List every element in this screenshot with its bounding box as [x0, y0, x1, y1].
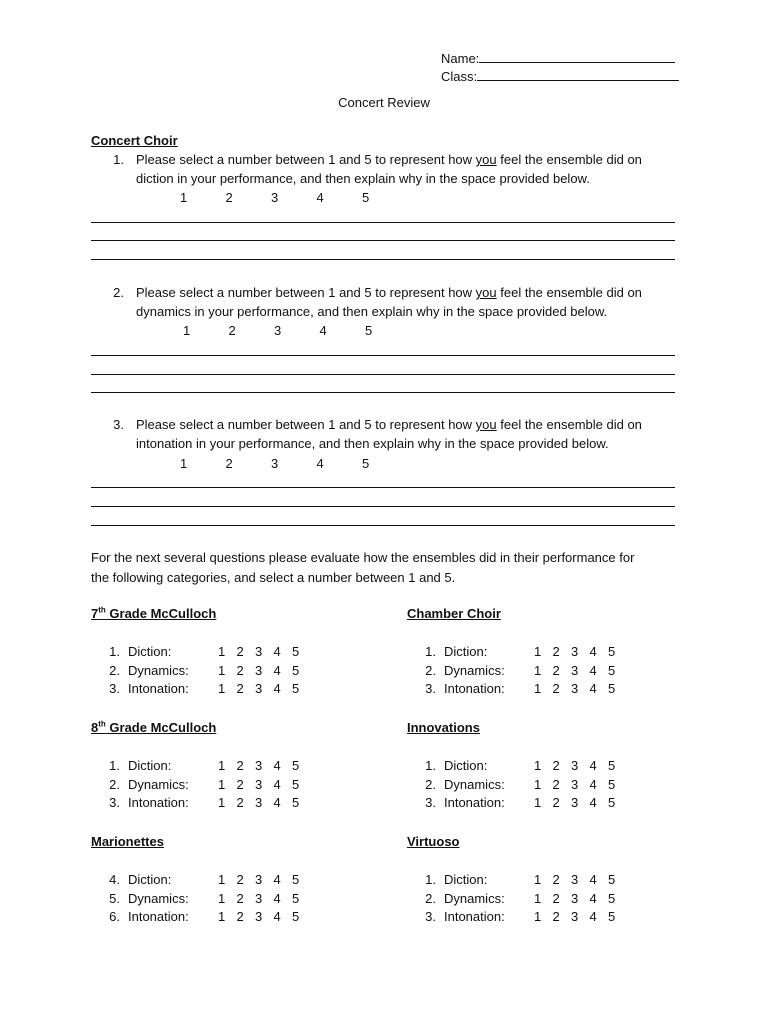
- rating-scale[interactable]: [534, 681, 627, 696]
- item-number: 4.: [109, 872, 120, 887]
- item-number: 1.: [109, 758, 120, 773]
- rating-scale[interactable]: [534, 663, 627, 678]
- rating-option[interactable]: 5: [608, 758, 616, 773]
- rating-option[interactable]: 2: [236, 795, 244, 810]
- rating-option[interactable]: 5: [608, 891, 616, 906]
- rating-option[interactable]: 1: [218, 891, 226, 906]
- answer-line[interactable]: [91, 240, 675, 241]
- item-number: 1.: [109, 644, 120, 659]
- class-field[interactable]: [441, 67, 679, 85]
- virtuoso-title: Virtuoso: [407, 834, 460, 849]
- rating-option[interactable]: 5: [608, 872, 616, 887]
- rating-option[interactable]: 2: [552, 663, 560, 678]
- rating-option[interactable]: 2: [552, 795, 560, 810]
- page-title: Concert Review: [338, 95, 430, 110]
- question-number: 3.: [113, 417, 124, 432]
- rating-scale[interactable]: [218, 758, 311, 773]
- rating-option[interactable]: 2: [552, 777, 560, 792]
- rating-option[interactable]: 1: [534, 777, 542, 792]
- rating-option[interactable]: 1: [534, 644, 542, 659]
- answer-line[interactable]: [91, 392, 675, 393]
- rating-option[interactable]: 2: [236, 891, 244, 906]
- marionettes-title: Marionettes: [91, 834, 164, 849]
- rating-option[interactable]: 2: [552, 872, 560, 887]
- rating-option[interactable]: 2: [552, 681, 560, 696]
- rating-option[interactable]: 2: [552, 891, 560, 906]
- rating-option[interactable]: 4: [316, 456, 324, 471]
- item-number: 1.: [425, 758, 436, 773]
- rating-option[interactable]: 2: [236, 663, 244, 678]
- category-label: Diction:: [128, 872, 172, 887]
- virtuoso-rating-row: [418, 891, 627, 907]
- rating-scale[interactable]: [180, 190, 408, 206]
- eighth-grade-mcculloch-title: 8th Grade McCulloch: [91, 719, 217, 735]
- rating-option[interactable]: 5: [292, 681, 300, 696]
- rating-option[interactable]: 3: [271, 456, 279, 471]
- item-number: 5.: [109, 891, 120, 906]
- category-label: Dynamics:: [444, 891, 505, 906]
- category-label: Dynamics:: [444, 777, 505, 792]
- rating-option[interactable]: 4: [316, 190, 324, 205]
- item-number: 3.: [425, 795, 436, 810]
- rating-option[interactable]: 3: [255, 681, 263, 696]
- rating-option[interactable]: 5: [608, 681, 616, 696]
- rating-option[interactable]: 1: [534, 758, 542, 773]
- rating-option[interactable]: 4: [273, 777, 281, 792]
- item-number: 2.: [109, 777, 120, 792]
- rating-option[interactable]: 5: [608, 644, 616, 659]
- category-label: Diction:: [128, 644, 172, 659]
- rating-option[interactable]: 1: [218, 681, 226, 696]
- chamber-choir-rating-row: [418, 644, 627, 660]
- rating-option[interactable]: 2: [552, 758, 560, 773]
- rating-option[interactable]: 4: [589, 758, 597, 773]
- rating-option[interactable]: 3: [255, 644, 263, 659]
- rating-option[interactable]: 2: [225, 456, 233, 471]
- question-text-line2: diction in your performance, and then explain why in the space provided below.: [136, 171, 590, 186]
- question-text-line2: intonation in your performance, and then explain why in the space provided below.: [136, 436, 609, 451]
- rating-option[interactable]: 1: [218, 644, 226, 659]
- rating-scale[interactable]: [183, 323, 411, 339]
- marionettes-rating-row: [102, 891, 311, 907]
- category-label: Dynamics:: [444, 663, 505, 678]
- seventh-grade-mcculloch-rating-row: [102, 681, 311, 697]
- eighth-grade-mcculloch-rating-row: [102, 795, 311, 811]
- rating-scale[interactable]: [534, 891, 627, 906]
- rating-option[interactable]: 3: [255, 777, 263, 792]
- rating-option[interactable]: 5: [292, 777, 300, 792]
- item-number: 2.: [109, 663, 120, 678]
- rating-option[interactable]: 2: [236, 758, 244, 773]
- name-label: Name:: [441, 51, 480, 66]
- category-label: Intonation:: [444, 909, 505, 924]
- virtuoso-rating-row: [418, 872, 627, 888]
- rating-option[interactable]: 5: [292, 891, 300, 906]
- rating-option[interactable]: 1: [218, 795, 226, 810]
- rating-option[interactable]: 4: [589, 777, 597, 792]
- item-number: 1.: [425, 644, 436, 659]
- category-label: Intonation:: [128, 795, 189, 810]
- rating-option[interactable]: 3: [255, 891, 263, 906]
- eighth-grade-mcculloch-rating-row: [102, 758, 311, 774]
- innovations-title: Innovations: [407, 720, 480, 735]
- category-label: Diction:: [444, 872, 488, 887]
- instructions-line2: the following categories, and select a number between 1 and 5.: [91, 570, 456, 585]
- rating-option[interactable]: 2: [236, 681, 244, 696]
- rating-option[interactable]: 3: [571, 891, 579, 906]
- category-label: Dynamics:: [128, 663, 189, 678]
- category-label: Intonation:: [128, 909, 189, 924]
- rating-option[interactable]: 2: [552, 644, 560, 659]
- item-number: 3.: [425, 909, 436, 924]
- chamber-choir-rating-row: [418, 681, 627, 697]
- rating-option[interactable]: 3: [255, 872, 263, 887]
- question-text-line2: dynamics in your performance, and then explain why in the space provided below.: [136, 304, 608, 319]
- rating-scale[interactable]: [534, 909, 627, 924]
- question-text-line1: Please select a number between 1 and 5 to represent how you feel the ensemble did on: [136, 285, 642, 300]
- rating-scale[interactable]: [218, 681, 311, 696]
- rating-option[interactable]: 3: [274, 323, 282, 338]
- rating-option[interactable]: 2: [552, 909, 560, 924]
- rating-option[interactable]: 5: [292, 663, 300, 678]
- chamber-choir-rating-row: [418, 663, 627, 679]
- rating-option[interactable]: 3: [571, 872, 579, 887]
- rating-option[interactable]: 2: [236, 909, 244, 924]
- rating-option[interactable]: 1: [534, 681, 542, 696]
- rating-scale[interactable]: [218, 891, 311, 906]
- category-label: Dynamics:: [128, 777, 189, 792]
- rating-option[interactable]: 5: [608, 909, 616, 924]
- rating-option[interactable]: 5: [292, 909, 300, 924]
- rating-option[interactable]: 1: [218, 663, 226, 678]
- rating-scale[interactable]: [218, 909, 311, 924]
- rating-option[interactable]: 4: [589, 663, 597, 678]
- item-number: 2.: [425, 663, 436, 678]
- seventh-grade-mcculloch-rating-row: [102, 644, 311, 660]
- marionettes-rating-row: [102, 909, 311, 925]
- rating-option[interactable]: 5: [292, 644, 300, 659]
- question-number: 2.: [113, 285, 124, 300]
- rating-scale[interactable]: [218, 795, 311, 810]
- rating-option[interactable]: 3: [571, 909, 579, 924]
- answer-line[interactable]: [91, 374, 675, 375]
- rating-scale[interactable]: [218, 777, 311, 792]
- category-label: Intonation:: [444, 795, 505, 810]
- answer-line[interactable]: [91, 355, 675, 356]
- rating-option[interactable]: 1: [218, 909, 226, 924]
- innovations-rating-row: [418, 758, 627, 774]
- answer-line[interactable]: [91, 222, 675, 223]
- rating-option[interactable]: 1: [180, 456, 188, 471]
- name-field[interactable]: [441, 49, 675, 67]
- rating-option[interactable]: 4: [589, 872, 597, 887]
- marionettes-rating-row: [102, 872, 311, 888]
- eighth-grade-mcculloch-rating-row: [102, 777, 311, 793]
- rating-option[interactable]: 5: [608, 663, 616, 678]
- rating-option[interactable]: 1: [183, 323, 191, 338]
- rating-option[interactable]: 5: [362, 190, 370, 205]
- rating-option[interactable]: 4: [589, 644, 597, 659]
- rating-option[interactable]: 5: [292, 872, 300, 887]
- rating-scale[interactable]: [218, 644, 311, 659]
- rating-option[interactable]: 2: [225, 190, 233, 205]
- item-number: 1.: [425, 872, 436, 887]
- rating-option[interactable]: 5: [608, 795, 616, 810]
- rating-option[interactable]: 4: [273, 644, 281, 659]
- instructions-line1: For the next several questions please evaluate how the ensembles did in their performance for: [91, 550, 635, 565]
- rating-option[interactable]: 1: [534, 795, 542, 810]
- rating-option[interactable]: 1: [218, 872, 226, 887]
- category-label: Intonation:: [444, 681, 505, 696]
- rating-option[interactable]: 4: [589, 681, 597, 696]
- rating-scale[interactable]: [534, 795, 627, 810]
- rating-option[interactable]: 3: [571, 681, 579, 696]
- item-number: 3.: [109, 795, 120, 810]
- item-number: 3.: [109, 681, 120, 696]
- item-number: 6.: [109, 909, 120, 924]
- rating-option[interactable]: 1: [534, 663, 542, 678]
- rating-option[interactable]: 4: [273, 909, 281, 924]
- rating-option[interactable]: 4: [273, 663, 281, 678]
- category-label: Diction:: [128, 758, 172, 773]
- innovations-rating-row: [418, 795, 627, 811]
- answer-line[interactable]: [91, 506, 675, 507]
- rating-option[interactable]: 1: [534, 872, 542, 887]
- rating-option[interactable]: 4: [319, 323, 327, 338]
- rating-option[interactable]: 2: [236, 777, 244, 792]
- rating-option[interactable]: 5: [292, 795, 300, 810]
- rating-option[interactable]: 3: [571, 758, 579, 773]
- rating-option[interactable]: 4: [273, 681, 281, 696]
- rating-option[interactable]: 4: [273, 872, 281, 887]
- rating-option[interactable]: 3: [571, 644, 579, 659]
- rating-option[interactable]: 5: [365, 323, 373, 338]
- rating-option[interactable]: 3: [571, 777, 579, 792]
- rating-option[interactable]: 3: [255, 795, 263, 810]
- seventh-grade-mcculloch-rating-row: [102, 663, 311, 679]
- rating-option[interactable]: 3: [571, 795, 579, 810]
- concert-choir-title: Concert Choir: [91, 133, 178, 148]
- question-text-line1: Please select a number between 1 and 5 to represent how you feel the ensemble did on: [136, 152, 642, 167]
- class-label: Class:: [441, 69, 478, 84]
- item-number: 3.: [425, 681, 436, 696]
- answer-line[interactable]: [91, 525, 675, 526]
- rating-option[interactable]: 1: [534, 909, 542, 924]
- rating-option[interactable]: 2: [236, 644, 244, 659]
- class-input-line[interactable]: [477, 67, 679, 81]
- rating-option[interactable]: 4: [273, 795, 281, 810]
- question-number: 1.: [113, 152, 124, 167]
- innovations-rating-row: [418, 777, 627, 793]
- rating-option[interactable]: 5: [362, 456, 370, 471]
- rating-option[interactable]: 4: [589, 795, 597, 810]
- rating-scale[interactable]: [218, 663, 311, 678]
- rating-option[interactable]: 4: [273, 758, 281, 773]
- category-label: Intonation:: [128, 681, 189, 696]
- rating-option[interactable]: 3: [255, 663, 263, 678]
- rating-option[interactable]: 1: [534, 891, 542, 906]
- rating-option[interactable]: 1: [218, 758, 226, 773]
- category-label: Dynamics:: [128, 891, 189, 906]
- rating-scale[interactable]: [534, 872, 627, 887]
- rating-option[interactable]: 3: [255, 758, 263, 773]
- answer-line[interactable]: [91, 487, 675, 488]
- answer-line[interactable]: [91, 259, 675, 260]
- category-label: Diction:: [444, 644, 488, 659]
- seventh-grade-mcculloch-title: 7th Grade McCulloch: [91, 605, 217, 621]
- rating-scale[interactable]: [534, 777, 627, 792]
- rating-option[interactable]: 2: [236, 872, 244, 887]
- name-input-line[interactable]: [479, 49, 675, 63]
- chamber-choir-title: Chamber Choir: [407, 606, 501, 621]
- rating-option[interactable]: 5: [608, 777, 616, 792]
- rating-scale[interactable]: [534, 644, 627, 659]
- rating-scale[interactable]: [534, 758, 627, 773]
- rating-option[interactable]: 3: [255, 909, 263, 924]
- category-label: Diction:: [444, 758, 488, 773]
- item-number: 2.: [425, 891, 436, 906]
- rating-option[interactable]: 4: [589, 891, 597, 906]
- virtuoso-rating-row: [418, 909, 627, 925]
- rating-option[interactable]: 1: [180, 190, 188, 205]
- rating-option[interactable]: 3: [271, 190, 279, 205]
- rating-option[interactable]: 1: [218, 777, 226, 792]
- question-text-line1: Please select a number between 1 and 5 to represent how you feel the ensemble did on: [136, 417, 642, 432]
- rating-scale[interactable]: [180, 456, 408, 472]
- item-number: 2.: [425, 777, 436, 792]
- rating-option[interactable]: 2: [228, 323, 236, 338]
- rating-option[interactable]: 4: [273, 891, 281, 906]
- rating-option[interactable]: 5: [292, 758, 300, 773]
- rating-option[interactable]: 4: [589, 909, 597, 924]
- rating-option[interactable]: 3: [571, 663, 579, 678]
- rating-scale[interactable]: [218, 872, 311, 887]
